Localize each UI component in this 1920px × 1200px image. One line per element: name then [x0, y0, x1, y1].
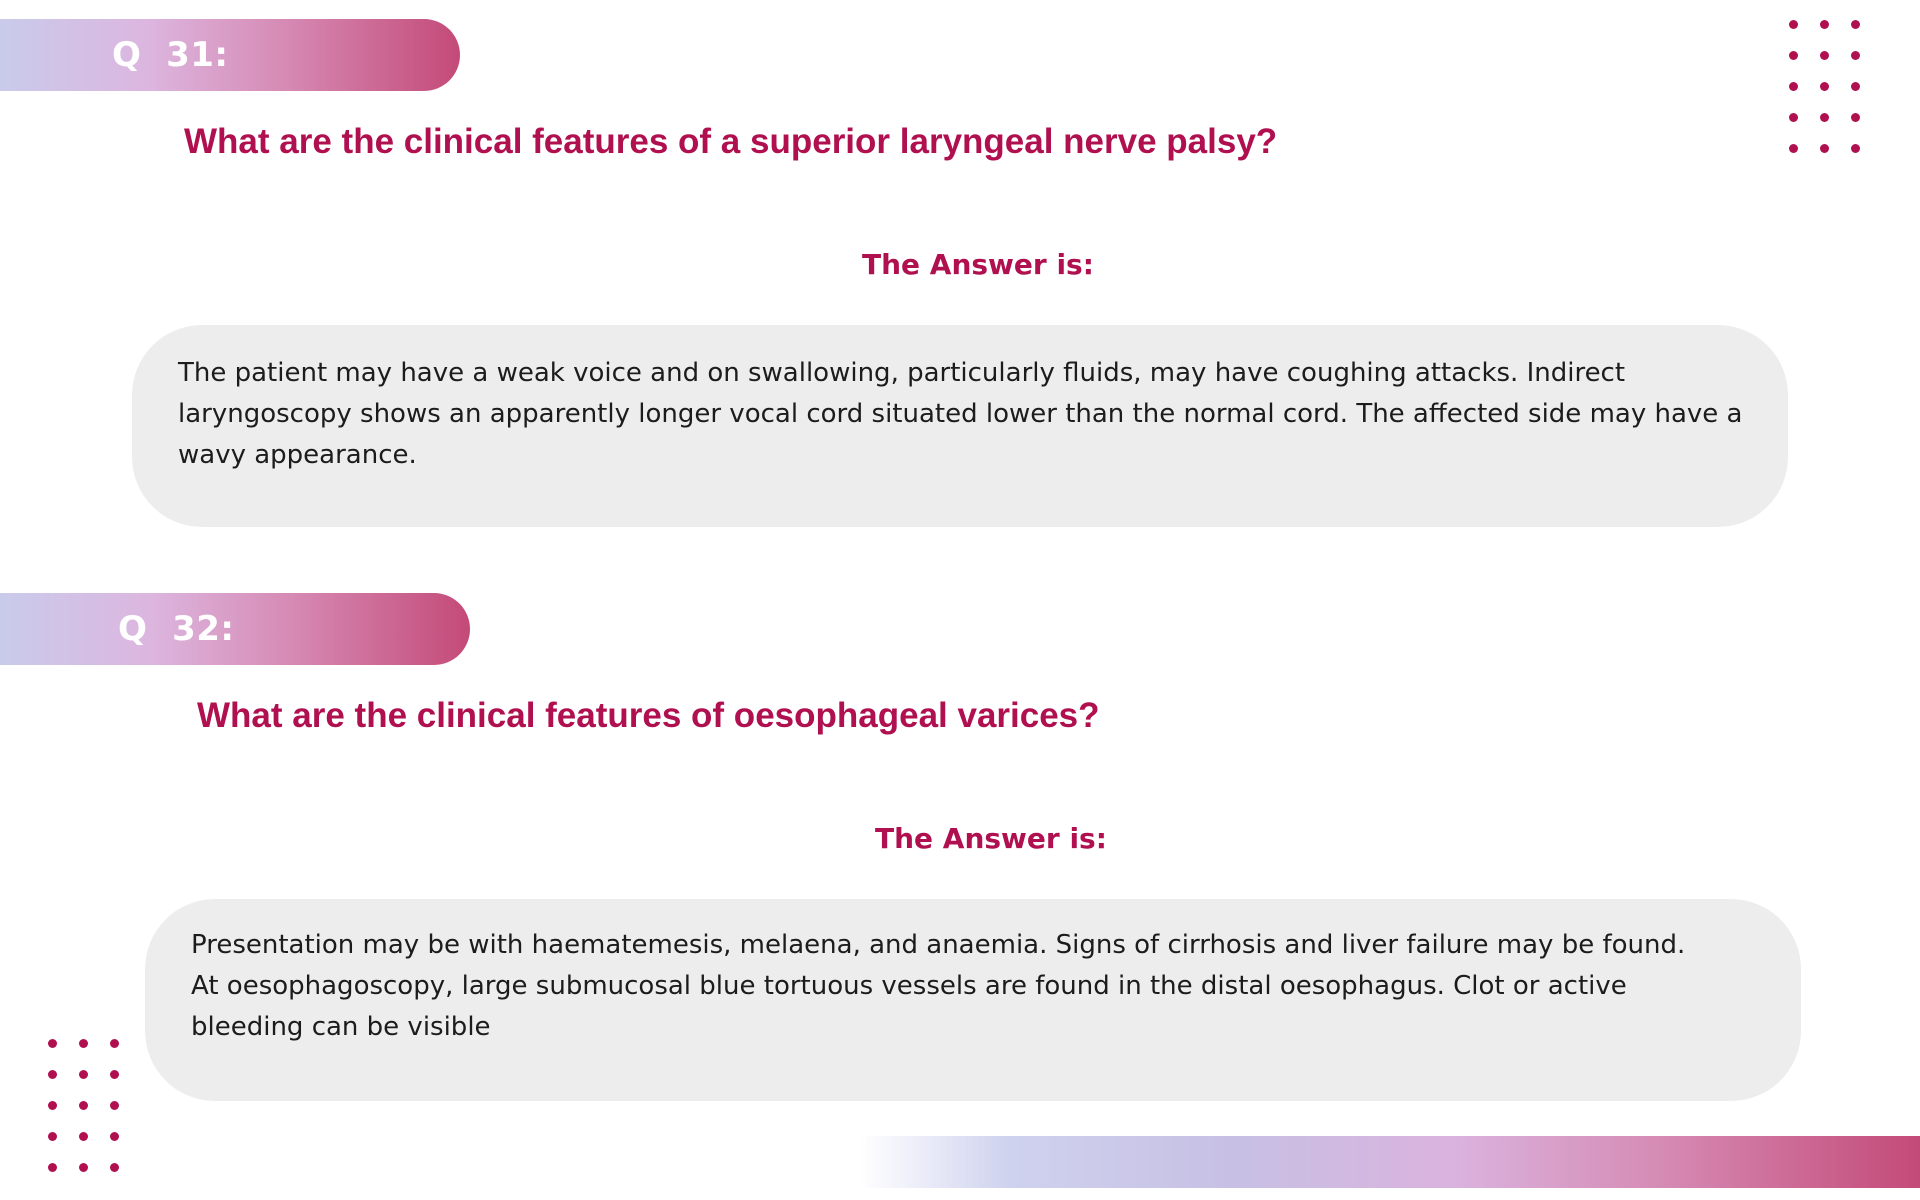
- dot: [48, 1132, 57, 1141]
- dot: [1820, 51, 1829, 60]
- dot: [1789, 144, 1798, 153]
- dot: [48, 1101, 57, 1110]
- dot: [79, 1070, 88, 1079]
- dot: [110, 1132, 119, 1141]
- decorative-gradient-bar: [860, 1136, 1920, 1188]
- answer-box: [132, 325, 1788, 527]
- decorative-dots-top-right: [1789, 20, 1860, 153]
- dot: [79, 1163, 88, 1172]
- question-text: What are the clinical features of oesophageal varices?: [197, 696, 1100, 735]
- answer-heading: The Answer is:: [875, 822, 1107, 855]
- dot: [110, 1163, 119, 1172]
- dot: [110, 1039, 119, 1048]
- answer-heading: The Answer is:: [862, 248, 1094, 281]
- dot: [110, 1070, 119, 1079]
- answer-box: [145, 899, 1801, 1101]
- dot: [1851, 20, 1860, 29]
- decorative-dots-bottom-left: [48, 1039, 119, 1172]
- answer-text: The patient may have a weak voice and on swallowing, particularly fluids, may have coughing attacks. Indirect laryngoscopy shows an apparently longer vocal cord situated lower than the normal cord. The affected side may have a wavy appearance.: [178, 358, 1743, 470]
- question-number-banner: [0, 593, 470, 665]
- dot: [1789, 113, 1798, 122]
- question-number: Q 32:: [118, 609, 235, 649]
- question-number: Q 31:: [112, 35, 229, 75]
- answer-text: Presentation may be with haematemesis, melaena, and anaemia. Signs of cirrhosis and liver failure may be found. At oesophagoscopy, large submucosal blue tortuous vessels are found in the distal oesophagus. Clot or active bleeding can be visible: [191, 930, 1686, 1042]
- dot: [1851, 82, 1860, 91]
- dot: [48, 1070, 57, 1079]
- dot: [1851, 144, 1860, 153]
- dot: [110, 1101, 119, 1110]
- dot: [1820, 82, 1829, 91]
- dot: [48, 1039, 57, 1048]
- question-text: What are the clinical features of a superior laryngeal nerve palsy?: [184, 122, 1278, 161]
- dot: [79, 1101, 88, 1110]
- dot: [1851, 51, 1860, 60]
- dot: [1820, 20, 1829, 29]
- dot: [1851, 113, 1860, 122]
- dot: [1789, 20, 1798, 29]
- dot: [79, 1039, 88, 1048]
- dot: [1789, 82, 1798, 91]
- dot: [1789, 51, 1798, 60]
- question-number-banner: [0, 19, 460, 91]
- dot: [79, 1132, 88, 1141]
- dot: [48, 1163, 57, 1172]
- dot: [1820, 113, 1829, 122]
- dot: [1820, 144, 1829, 153]
